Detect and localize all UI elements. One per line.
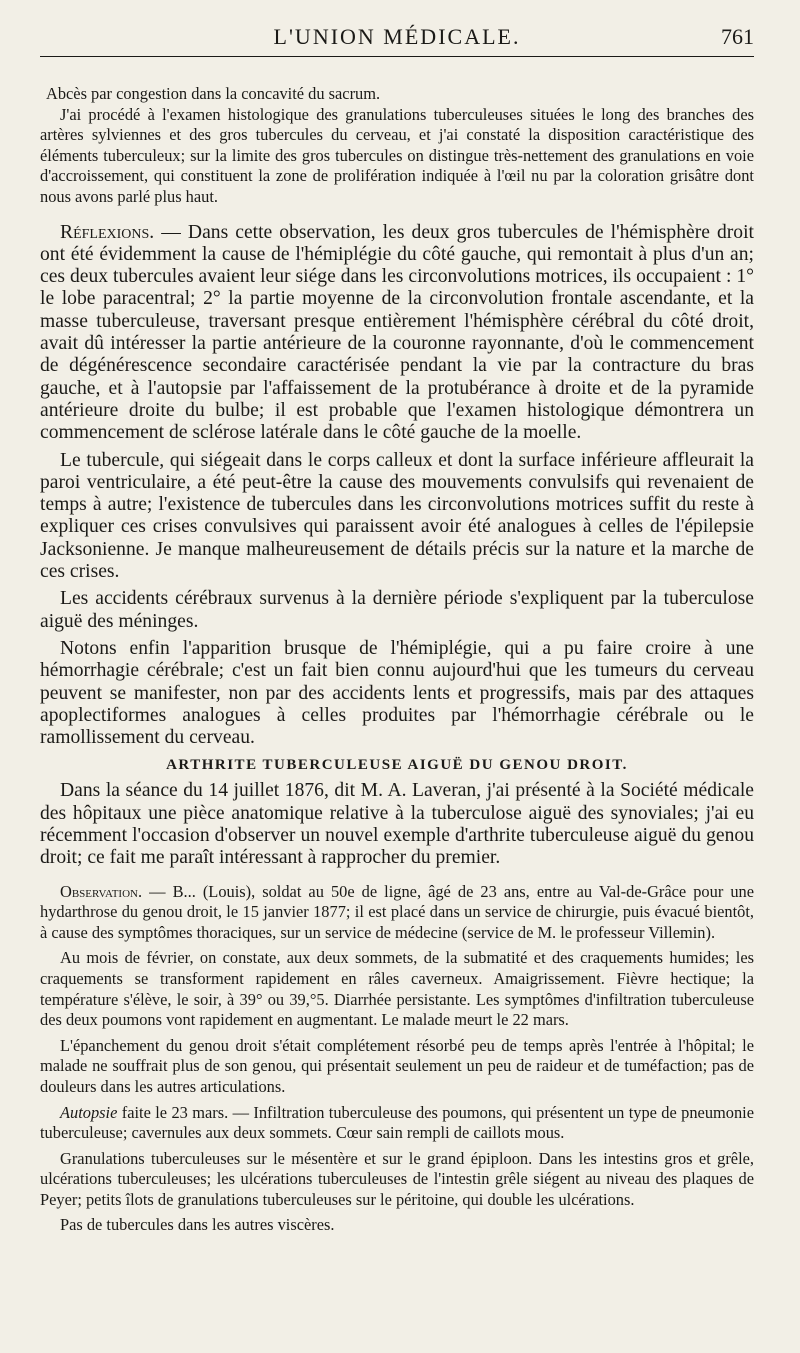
header-rule bbox=[40, 56, 754, 57]
block-histology bbox=[40, 84, 754, 208]
reflexions-label: Réflexions. bbox=[60, 221, 155, 243]
paragraph: Granulations tuberculeuses sur le mésentère et sur le grand épiploon. Dans les intestins gros et grêle, ulcérations tuberculeuses; les ulcérations tuberculeuses de l'intestin grêle siégent au niveau des plaques de Peyer; petits îlots de granulations tuberculeuses sur le péritoine, qui double les ulcérations. bbox=[40, 1148, 754, 1209]
block-intro bbox=[40, 780, 754, 869]
paragraph: L'épanchement du genou droit s'était complétement résorbé peu de temps après l'entrée à l'hôpital; le malade ne souffrait plus de son genou, qui présentait seulement un peu de raideur et de tuméfaction; pas de douleurs dans les autres articulations. bbox=[40, 1035, 754, 1096]
paragraph: Notons enfin l'apparition brusque de l'hémiplégie, qui a pu faire croire à une hémorrhagie cérébrale; c'est un fait bien connu aujourd'hui que les tumeurs du cerveau peuvent se manifester, non par des accidents lents et progressifs, mais par des attaques apoplectiformes analogues à celles produites par l'hémorrhagie cérébrale ou le ramollissement du cerveau. bbox=[40, 637, 754, 749]
paragraph-text: — Dans cette observation, les deux gros tubercules de l'hémisphère droit ont été évidemment la cause de l'hémiplégie du côté gauche, qui remontait à plus d'un an; ces deux tubercules avaient leur siége dans les circonvolutions motrices, ils occupaient : 1° le lobe paracentral; 2° la partie moyenne de la circonvolution frontale ascendante, et la masse tuberculeuse, traversant presque entièrement l'hémisphère cérébral du côté droit, avait dû intéresser la partie antérieure de la couronne rayonnante, d'où le commencement de dégénérescence secondaire caractérisée pendant la vie par la contracture du bras gauche, et à l'autopsie par l'affaissement de la protubérance à droite et de la pyramide antérieure droite du bulbe; il est probable que l'examen histologique démontrera un commencement de sclérose latérale dans le côté gauche de la moelle. bbox=[40, 221, 754, 444]
paragraph: Au mois de février, on constate, aux deux sommets, de la submatité et des craquements humides; les craquements se transforment rapidement en râles caverneux. Amaigrissement. Fièvre hectique; la température s'élève, le soir, à 39° ou 39,°5. Diarrhée persistante. Les symptômes d'infiltration tuberculeuse des deux poumons vont rapidement en augmentant. Le malade meurt le 22 mars. bbox=[40, 948, 754, 1030]
paragraph: Abcès par congestion dans la concavité du sacrum. bbox=[46, 84, 381, 103]
paragraph bbox=[40, 882, 754, 944]
observation-label: Observation. bbox=[60, 881, 143, 901]
page-header bbox=[40, 0, 754, 58]
paragraph: Dans la séance du 14 juillet 1876, dit M. A. Laveran, j'ai présenté à la Société médicale des hôpitaux une pièce anatomique relative à la tuberculose aiguë des synoviales; j'ai eu récemment l'occasion d'observer un nouvel exemple d'arthrite tuberculeuse aiguë du genou droit; ce fait me paraît intéressant à rapprocher du premier. bbox=[40, 780, 754, 869]
paragraph bbox=[40, 222, 754, 445]
section-title: ARTHRITE TUBERCULEUSE AIGUË DU GENOU DROIT. bbox=[166, 757, 628, 774]
paragraph: Les accidents cérébraux survenus à la dernière période s'expliquent par la tuberculose aiguë des méninges. bbox=[40, 588, 754, 632]
block-observation bbox=[40, 882, 754, 1237]
block-reflexions bbox=[40, 222, 754, 750]
paragraph-text: — B... (Louis), soldat au 50e de ligne, âgé de 23 ans, entre au Val-de-Grâce pour une hydarthrose du genou droit, le 15 janvier 1877; il est placé dans un service de chirurgie, puis évacué bientôt, à cause des symptômes thoraciques, sur un service de médecine (service de M. le professeur Villemin). bbox=[40, 881, 754, 942]
paragraph-text: faite le 23 mars. — Infiltration tuberculeuse des poumons, qui présentent un type de pneumonie tuberculeuse; cavernules aux deux sommets. Cœur sain rempli de caillots mous. bbox=[40, 1102, 754, 1143]
paragraph: J'ai procédé à l'examen histologique des granulations tuberculeuses situées le long des branches des artères sylviennes et des gros tubercules du cerveau, et j'ai constaté la disposition caractéristique des éléments tuberculeux; sur la limite des gros tubercules on distingue très-nettement des granulations en voie d'accroissement, qui constituent la zone de prolifération indiquée à l'œil nu par la coloration grisâtre dont nous avons parlé plus haut. bbox=[40, 104, 754, 206]
paragraph: Le tubercule, qui siégeait dans le corps calleux et dont la surface inférieure affleurait la paroi ventriculaire, a été peut-être la cause des mouvements convulsifs qui revenaient de temps à autre; l'existence de tubercules dans les circonvolutions motrices suffit du reste à expliquer ces crises convulsives qui paraissent avoir été analogues à celles de l'épilepsie Jacksonienne. Je manque malheureusement de détails précis sur la nature et la marche de ces crises. bbox=[40, 449, 754, 583]
running-title: L'UNION MÉDICALE. bbox=[273, 24, 521, 49]
autopsie-label: Autopsie bbox=[60, 1102, 118, 1122]
page-number: 761 bbox=[721, 24, 754, 49]
paragraph bbox=[40, 1103, 754, 1144]
paragraph: Pas de tubercules dans les autres viscères. bbox=[60, 1215, 335, 1235]
